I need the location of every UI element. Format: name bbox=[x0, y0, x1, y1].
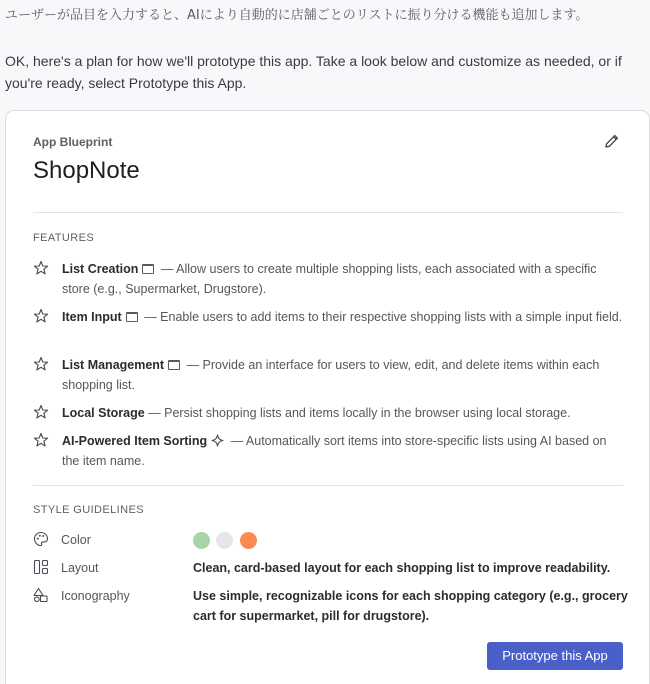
feature-item bbox=[33, 259, 623, 299]
feature-description: — Provide an interface for users to view, edit, and delete items within each shopping list. bbox=[62, 358, 600, 392]
app-title: ShopNote bbox=[33, 157, 140, 184]
feature-name: Local Storage bbox=[62, 406, 145, 420]
window-icon bbox=[142, 264, 154, 274]
prototype-app-button[interactable]: Prototype this App bbox=[487, 642, 623, 670]
feature-item bbox=[33, 403, 623, 423]
star-icon bbox=[33, 432, 49, 448]
style-value: Clean, card-based layout for each shopping list to improve readability. bbox=[193, 561, 611, 575]
style-label: Layout bbox=[61, 561, 99, 575]
divider bbox=[33, 485, 623, 486]
divider bbox=[33, 212, 623, 213]
star-icon bbox=[33, 308, 49, 324]
feature-name: AI-Powered Item Sorting bbox=[62, 434, 208, 448]
feature-item bbox=[33, 307, 623, 327]
features-heading: FEATURES bbox=[33, 232, 95, 244]
app-blueprint-card bbox=[5, 110, 650, 684]
user-message: ユーザーが品目を入力すると、AIにより自動的に店舗ごとのリストに振り分ける機能も追加します。 bbox=[5, 8, 589, 23]
style-label: Iconography bbox=[61, 589, 130, 603]
blueprint-label: App Blueprint bbox=[33, 135, 113, 149]
shapes-icon bbox=[33, 587, 49, 603]
layout-icon bbox=[33, 559, 49, 575]
edit-pencil-icon[interactable] bbox=[603, 132, 621, 150]
style-row-color bbox=[33, 530, 623, 552]
style-guidelines-heading: STYLE GUIDELINES bbox=[33, 504, 144, 516]
feature-name: Item Input bbox=[62, 310, 122, 324]
star-icon bbox=[33, 404, 49, 420]
window-icon bbox=[126, 312, 138, 322]
style-label: Color bbox=[61, 533, 91, 547]
color-swatch bbox=[216, 532, 233, 549]
color-swatch bbox=[193, 532, 210, 549]
feature-item bbox=[33, 355, 623, 395]
star-icon bbox=[33, 260, 49, 276]
color-swatch bbox=[240, 532, 257, 549]
palette-icon bbox=[33, 531, 49, 547]
feature-description: — Automatically sort items into store-specific lists using AI based on the item name. bbox=[62, 434, 607, 468]
sparkle-icon bbox=[211, 433, 224, 446]
feature-description: — Enable users to add items to their respective shopping lists with a simple input field. bbox=[140, 310, 623, 324]
feature-name: List Creation bbox=[62, 262, 139, 276]
feature-description: — Allow users to create multiple shopping lists, each associated with a specific store (e.g., Supermarket, Drugstore). bbox=[62, 262, 597, 296]
star-icon bbox=[33, 356, 49, 372]
style-value: Use simple, recognizable icons for each shopping category (e.g., grocery cart for supermarket, pill for drugstore). bbox=[193, 589, 628, 623]
feature-description: — Persist shopping lists and items locally in the browser using local storage. bbox=[144, 406, 571, 420]
window-icon bbox=[168, 360, 180, 370]
feature-item bbox=[33, 431, 623, 471]
feature-name: List Management bbox=[62, 358, 165, 372]
assistant-intro: OK, here's a plan for how we'll prototype this app. Take a look below and customize as needed, or if you're ready, select Prototype this App. bbox=[5, 53, 622, 91]
